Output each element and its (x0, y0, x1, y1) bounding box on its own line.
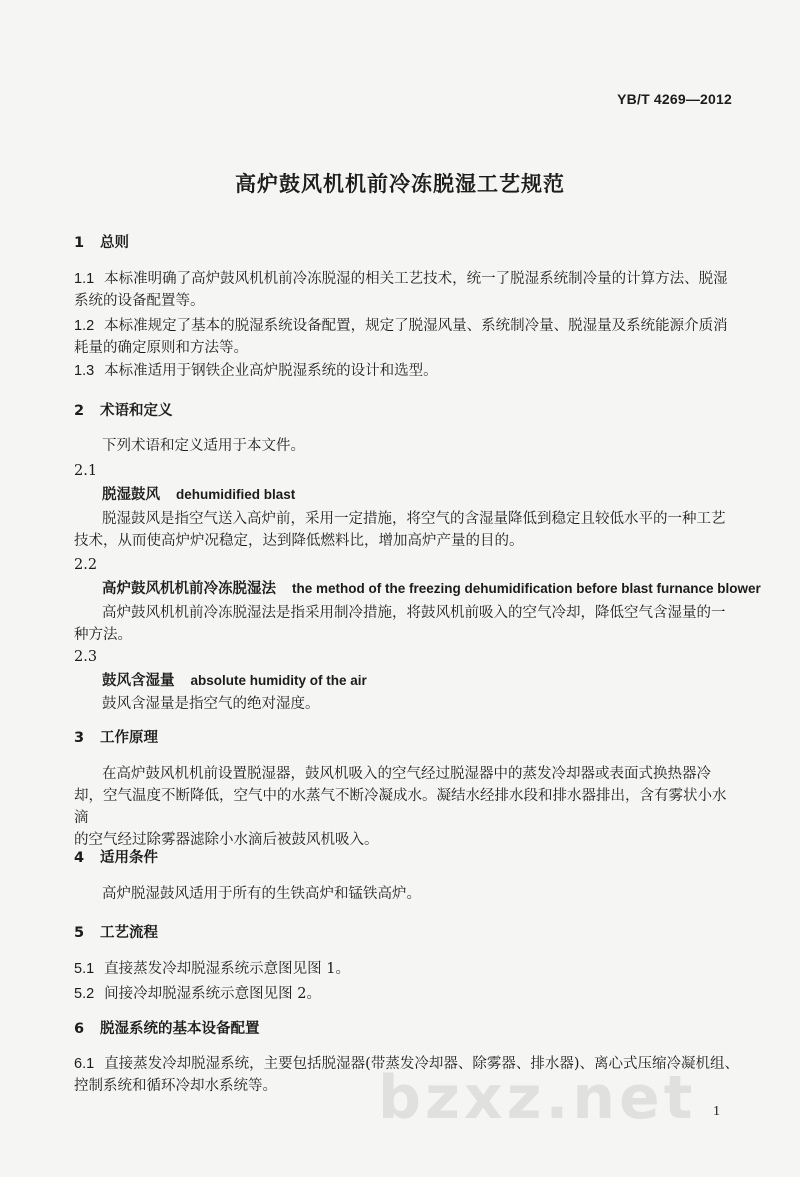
section-title: 术语和定义 (100, 403, 173, 419)
clause-number: 1.3 (74, 363, 95, 379)
section-3-heading (74, 727, 734, 749)
clause-number: 5.2 (74, 986, 95, 1002)
clause-number: 1.1 (74, 271, 95, 287)
term-2-1-number: 2.1 (74, 463, 98, 479)
clause-text-line: 本标准明确了高炉鼓风机机前冷冻脱湿的相关工艺技术，统一了脱湿系统制冷量的计算方法、脱湿 (104, 271, 728, 287)
term-2-1 (74, 484, 762, 506)
definition-line: 脱湿鼓风是指空气送入高炉前，采用一定措施，将空气的含湿量降低到稳定且较低水平的一种工艺 (102, 511, 726, 527)
clause-1-2 (74, 315, 734, 359)
clause-text-line: 系统的设备配置等。 (74, 293, 205, 309)
clause-text-line: 本标准规定了基本的脱湿系统设备配置，规定了脱湿风量、系统制冷量、脱湿量及系统能源介质消 (104, 318, 728, 334)
document-title: 高炉鼓风机机前冷冻脱湿工艺规范 (235, 172, 565, 196)
section-title: 脱湿系统的基本设备配置 (100, 1021, 260, 1037)
clause-text-line: 本标准适用于钢铁企业高炉脱湿系统的设计和选型。 (104, 363, 438, 379)
clause-1-1 (74, 268, 734, 312)
clause-number: 5.1 (74, 961, 95, 977)
section-number: 3 (74, 730, 85, 746)
section-title: 适用条件 (100, 850, 158, 866)
section-number: 4 (74, 850, 85, 866)
term-2-2-number: 2.2 (74, 557, 98, 573)
term-english: the method of the freezing dehumidification before blast furnance blower (292, 581, 761, 596)
section-5-heading (74, 922, 734, 944)
paragraph-line: 却，空气温度不断降低，空气中的水蒸气不断冷凝成水。凝结水经排水段和排水器排出，含有雾状小水滴 (74, 788, 727, 826)
clause-5-2 (74, 983, 734, 1005)
clause-number: 6.1 (74, 1056, 95, 1072)
section-title: 总则 (100, 235, 129, 251)
term-2-3-number: 2.3 (74, 649, 98, 665)
term-2-2 (74, 578, 762, 600)
term-2-1-definition (74, 508, 734, 552)
clause-text-line: 控制系统和循环冷却水系统等。 (74, 1078, 277, 1094)
clause-text-line: 直接蒸发冷却脱湿系统示意图见图 1。 (104, 961, 351, 977)
definition-line: 种方法。 (74, 627, 132, 643)
section-number: 6 (74, 1021, 85, 1037)
watermark: bzxz.net (378, 1063, 697, 1133)
term-2-3 (74, 670, 762, 692)
clause-5-1 (74, 958, 734, 980)
section-4-paragraph: 高炉脱湿鼓风适用于所有的生铁高炉和锰铁高炉。 (102, 886, 421, 902)
term-2-2-definition (74, 602, 734, 646)
page-number: 1 (713, 1104, 720, 1119)
section-2-heading (74, 400, 734, 422)
section-6-heading (74, 1018, 734, 1040)
section-3-paragraph (74, 763, 734, 851)
term-chinese: 鼓风含湿量 (102, 673, 175, 689)
section-title: 工作原理 (100, 730, 158, 746)
section-2-intro: 下列术语和定义适用于本文件。 (102, 438, 305, 454)
clause-1-3 (74, 360, 734, 382)
section-number: 5 (74, 925, 85, 941)
section-1-heading (74, 232, 734, 254)
clause-number: 1.2 (74, 318, 95, 334)
term-2-3-definition: 鼓风含湿量是指空气的绝对湿度。 (102, 696, 320, 712)
term-chinese: 脱湿鼓风 (102, 487, 160, 503)
section-number: 1 (74, 235, 85, 251)
clause-text-line: 直接蒸发冷却脱湿系统，主要包括脱湿器(带蒸发冷却器、除雾器、排水器)、离心式压缩冷凝机组、 (104, 1056, 739, 1072)
paragraph-line: 的空气经过除雾器滤除小水滴后被鼓风机吸入。 (74, 832, 379, 848)
term-english: absolute humidity of the air (190, 673, 367, 688)
section-4-heading (74, 847, 734, 869)
section-number: 2 (74, 403, 85, 419)
term-chinese: 高炉鼓风机机前冷冻脱湿法 (102, 581, 276, 597)
definition-line: 技术，从而使高炉炉况稳定，达到降低燃料比，增加高炉产量的目的。 (74, 533, 524, 549)
clause-text-line: 间接冷却脱湿系统示意图见图 2。 (104, 986, 322, 1002)
standard-code: YB/T 4269—2012 (617, 91, 732, 107)
paragraph-line: 在高炉鼓风机机前设置脱湿器，鼓风机吸入的空气经过脱湿器中的蒸发冷却器或表面式换热器冷 (102, 766, 711, 782)
definition-line: 高炉鼓风机机前冷冻脱湿法是指采用制冷措施，将鼓风机前吸入的空气冷却，降低空气含湿量的一 (102, 605, 726, 621)
term-english: dehumidified blast (176, 487, 296, 502)
section-title: 工艺流程 (100, 925, 158, 941)
clause-text-line: 耗量的确定原则和方法等。 (74, 340, 248, 356)
